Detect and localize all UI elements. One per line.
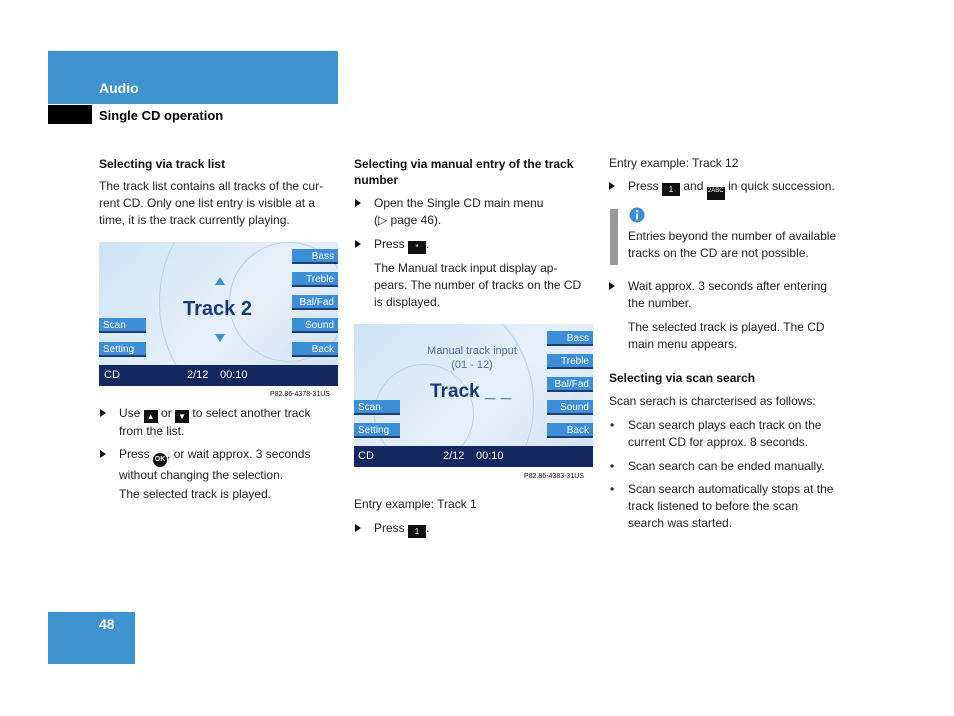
info-bar	[610, 209, 618, 265]
col2-step1: Open the Single CD main menu (▷ page 46).	[374, 195, 599, 229]
arrow-down-icon[interactable]	[215, 334, 225, 342]
col2-heading: Selecting via manual entry of the track number	[354, 157, 574, 187]
track-label: Track 2	[183, 298, 252, 320]
col1-intro: The track list contains all tracks of the cur- rent CD. Only one list entry is visible at a time, it is the track currently playing.	[99, 179, 324, 227]
key-1-icon: 1	[662, 183, 680, 196]
status-source: CD	[358, 450, 374, 462]
bal-fad-button[interactable]: Bal/Fad	[292, 295, 338, 310]
page-number: 48	[99, 616, 115, 632]
bullet-arrow-icon	[609, 282, 615, 290]
star-key-icon: *	[408, 241, 426, 254]
status-time: 00:10	[220, 369, 248, 381]
status-track: 2/12	[443, 450, 465, 462]
col1-result: The selected track is played.	[119, 487, 272, 501]
header-band	[48, 51, 338, 104]
status-bar	[354, 446, 593, 467]
col3-example: Entry example: Track 12	[609, 156, 739, 170]
up-key-icon: ▲	[144, 410, 158, 423]
status-source: CD	[104, 369, 120, 381]
bullet-arrow-icon	[355, 199, 361, 207]
bullet-arrow-icon	[355, 240, 361, 248]
back-button[interactable]: Back	[547, 423, 593, 438]
bass-button[interactable]: Bass	[292, 249, 338, 264]
figure-caption: P82.86-4383-31US	[524, 473, 584, 480]
scan-bullet: • Scan search automatically stops at the track listened to before the scan search was started.	[610, 482, 834, 530]
status-track: 2/12	[187, 369, 209, 381]
key-2-icon: 2ABC	[707, 187, 725, 200]
sound-button[interactable]: Sound	[292, 318, 338, 333]
manual-input-screen	[354, 324, 593, 467]
sound-button[interactable]: Sound	[547, 400, 593, 415]
col1-heading: Selecting via track list	[99, 157, 226, 171]
back-button[interactable]: Back	[292, 342, 338, 357]
section-title: Audio	[99, 80, 139, 96]
scan-button[interactable]: Scan	[99, 318, 146, 333]
bullet-arrow-icon	[100, 450, 106, 458]
bass-button[interactable]: Bass	[547, 331, 593, 346]
down-key-icon: ▼	[175, 410, 189, 423]
manual-input-label: Manual track input (01 - 12)	[427, 345, 517, 371]
scan-bullet: • Scan search can be ended manually.	[610, 459, 825, 473]
col1-step1: Use ▲ or ▼ to select another track from the list.	[119, 405, 344, 440]
status-time: 00:10	[476, 450, 504, 462]
bullet-dot-icon: •	[610, 459, 615, 473]
scan-bullet: • Scan search plays each track on the current CD for approx. 8 seconds.	[610, 418, 822, 449]
treble-button[interactable]: Treble	[547, 354, 593, 369]
col2-step2: Press * .	[374, 236, 599, 254]
bullet-arrow-icon	[609, 182, 615, 190]
page-number-band	[48, 612, 135, 664]
ok-key-icon: OK	[153, 453, 167, 467]
track-list-screen	[99, 242, 338, 386]
info-icon	[629, 207, 645, 223]
col2-step3: Press 1 .	[374, 520, 429, 538]
col3-step2: Wait approx. 3 seconds after entering the number.	[628, 278, 858, 312]
figure-caption: P82.86-4378-31US	[270, 391, 330, 398]
col1-step2: Press OK , or wait approx. 3 seconds without changing the selection.	[119, 446, 344, 484]
bullet-arrow-icon	[100, 409, 106, 417]
scan-button[interactable]: Scan	[354, 400, 400, 415]
status-bar	[99, 365, 338, 386]
bullet-dot-icon: •	[610, 482, 615, 496]
col3-heading: Selecting via scan search	[609, 371, 756, 385]
bullet-dot-icon: •	[610, 418, 615, 432]
bal-fad-button[interactable]: Bal/Fad	[547, 377, 593, 392]
bullet-arrow-icon	[355, 524, 361, 532]
info-note: Entries beyond the number of available tracks on the CD are not possible.	[628, 229, 837, 260]
col3-result: The selected track is played. The CD main menu appears.	[628, 320, 825, 351]
col3-step1: Press 1 and 2ABC in quick succession.	[628, 178, 858, 200]
header-marker	[48, 105, 92, 124]
col2-example: Entry example: Track 1	[354, 497, 477, 511]
setting-button[interactable]: Setting	[354, 423, 400, 438]
setting-button[interactable]: Setting	[99, 342, 146, 357]
arrow-up-icon[interactable]	[215, 277, 225, 285]
treble-button[interactable]: Treble	[292, 272, 338, 287]
col2-result: The Manual track input display ap- pears. The number of tracks on the CD is displayed.	[374, 261, 582, 309]
track-input: Track _ _	[430, 381, 512, 402]
subsection-title: Single CD operation	[99, 108, 224, 123]
scan-intro: Scan serach is charcterised as follows:	[609, 394, 816, 408]
key-1-icon: 1	[408, 525, 426, 538]
